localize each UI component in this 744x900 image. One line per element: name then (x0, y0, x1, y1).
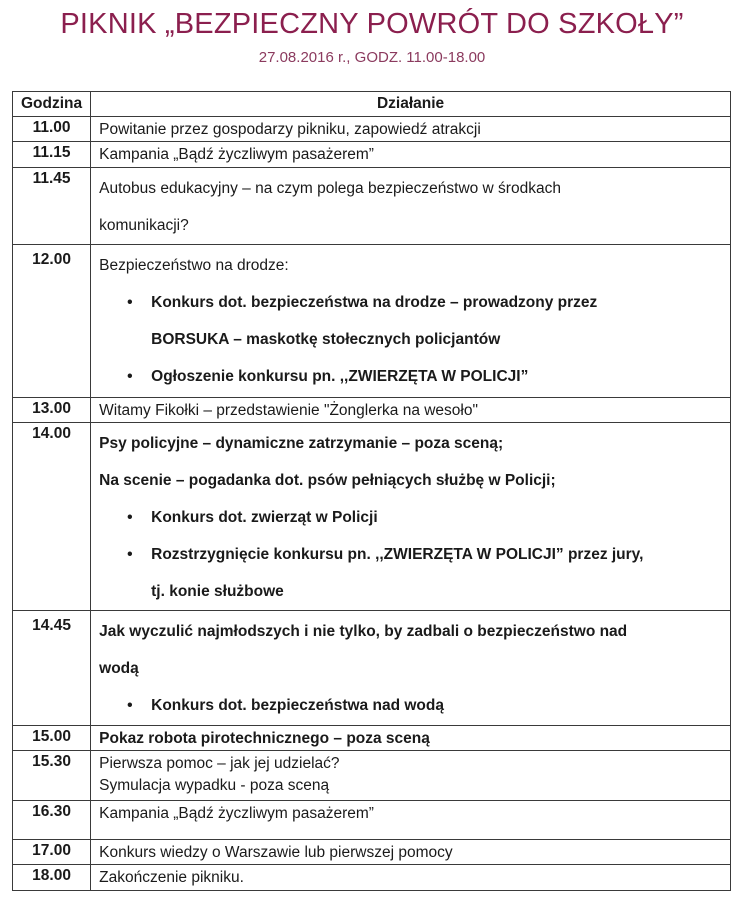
row-activity (91, 245, 731, 398)
row-time: 16.30 (13, 801, 91, 840)
row-activity: Pokaz robota pirotechnicznego – poza sceną (91, 726, 731, 751)
table-row (13, 423, 731, 611)
row-activity: Konkurs wiedzy o Warszawie lub pierwszej pomocy (91, 840, 731, 865)
row-time: 14.00 (13, 423, 91, 611)
table-header-row (13, 92, 731, 117)
bullet-icon: • (127, 294, 133, 311)
row-activity: Zakończenie pikniku. (91, 865, 731, 891)
row-activity: Kampania „Bądź życzliwym pasażerem” (91, 142, 731, 168)
row-activity (91, 751, 731, 801)
table-row (13, 245, 731, 398)
activity-line: wodą (99, 660, 139, 677)
row-time: 13.00 (13, 398, 91, 423)
row-time: 18.00 (13, 865, 91, 891)
activity-line: Pierwsza pomoc – jak jej udzielać? (99, 755, 340, 772)
table-row (13, 801, 731, 840)
activity-line: komunikacji? (99, 217, 189, 234)
activity-line: Psy policyjne – dynamiczne zatrzymanie – poza sceną; (99, 435, 504, 452)
table-row (13, 117, 731, 142)
page-subtitle: 27.08.2016 r., GODZ. 11.00-18.00 (258, 49, 486, 66)
bullet-icon: • (127, 697, 133, 714)
bullet-item: • Rozstrzygnięcie konkursu pn. ,,ZWIERZĘTA W POLICJI” przez jury, (151, 536, 722, 573)
bullet-icon: • (127, 368, 133, 385)
row-time: 12.00 (13, 245, 91, 398)
bullet-list (99, 499, 722, 610)
row-activity (91, 423, 731, 611)
row-time: 15.30 (13, 751, 91, 801)
row-activity (91, 168, 731, 245)
bullet-icon: • (127, 546, 133, 563)
row-time: 11.45 (13, 168, 91, 245)
table-row (13, 751, 731, 801)
bullet-list (99, 687, 722, 724)
activity-line: Symulacja wypadku - poza sceną (99, 777, 330, 794)
schedule-table (12, 91, 731, 891)
row-activity: Witamy Fikołki – przedstawienie "Żonglerka na wesoło" (91, 398, 731, 423)
column-header-activity: Działanie (91, 92, 731, 117)
table-row (13, 142, 731, 168)
bullet-item: • Konkurs dot. zwierząt w Policji (151, 499, 722, 536)
table-row (13, 865, 731, 891)
page-title: PIKNIK „BEZPIECZNY POWRÓT DO SZKOŁY” (60, 8, 684, 40)
bullet-icon: • (127, 509, 133, 526)
table-row (13, 726, 731, 751)
activity-line: Autobus edukacyjny – na czym polega bezpieczeństwo w środkach (99, 180, 561, 197)
bullet-item: • Konkurs dot. bezpieczeństwa nad wodą (151, 687, 722, 724)
table-row (13, 611, 731, 726)
table-row (13, 398, 731, 423)
row-time: 17.00 (13, 840, 91, 865)
activity-line: Jak wyczulić najmłodszych i nie tylko, by zadbali o bezpieczeństwo nad (99, 623, 628, 640)
column-header-time: Godzina (13, 92, 91, 117)
activity-intro: Bezpieczeństwo na drodze: (99, 257, 289, 274)
bullet-continuation: tj. konie służbowe (151, 583, 284, 600)
bullet-continuation: BORSUKA – maskotkę stołecznych policjantów (151, 331, 501, 348)
row-activity: Powitanie przez gospodarzy pikniku, zapowiedź atrakcji (91, 117, 731, 142)
bullet-item: • Ogłoszenie konkursu pn. ,,ZWIERZĘTA W POLICJI” (151, 358, 722, 395)
row-time: 11.00 (13, 117, 91, 142)
row-time: 11.15 (13, 142, 91, 168)
bullet-list (99, 284, 722, 395)
activity-line: Na scenie – pogadanka dot. psów pełniących służbę w Policji; (99, 472, 556, 489)
row-time: 15.00 (13, 726, 91, 751)
table-row (13, 168, 731, 245)
row-activity: Kampania „Bądź życzliwym pasażerem” (91, 801, 731, 840)
bullet-item: • Konkurs dot. bezpieczeństwa na drodze – prowadzony przez (151, 284, 722, 321)
table-row (13, 840, 731, 865)
row-activity (91, 611, 731, 726)
row-time: 14.45 (13, 611, 91, 726)
